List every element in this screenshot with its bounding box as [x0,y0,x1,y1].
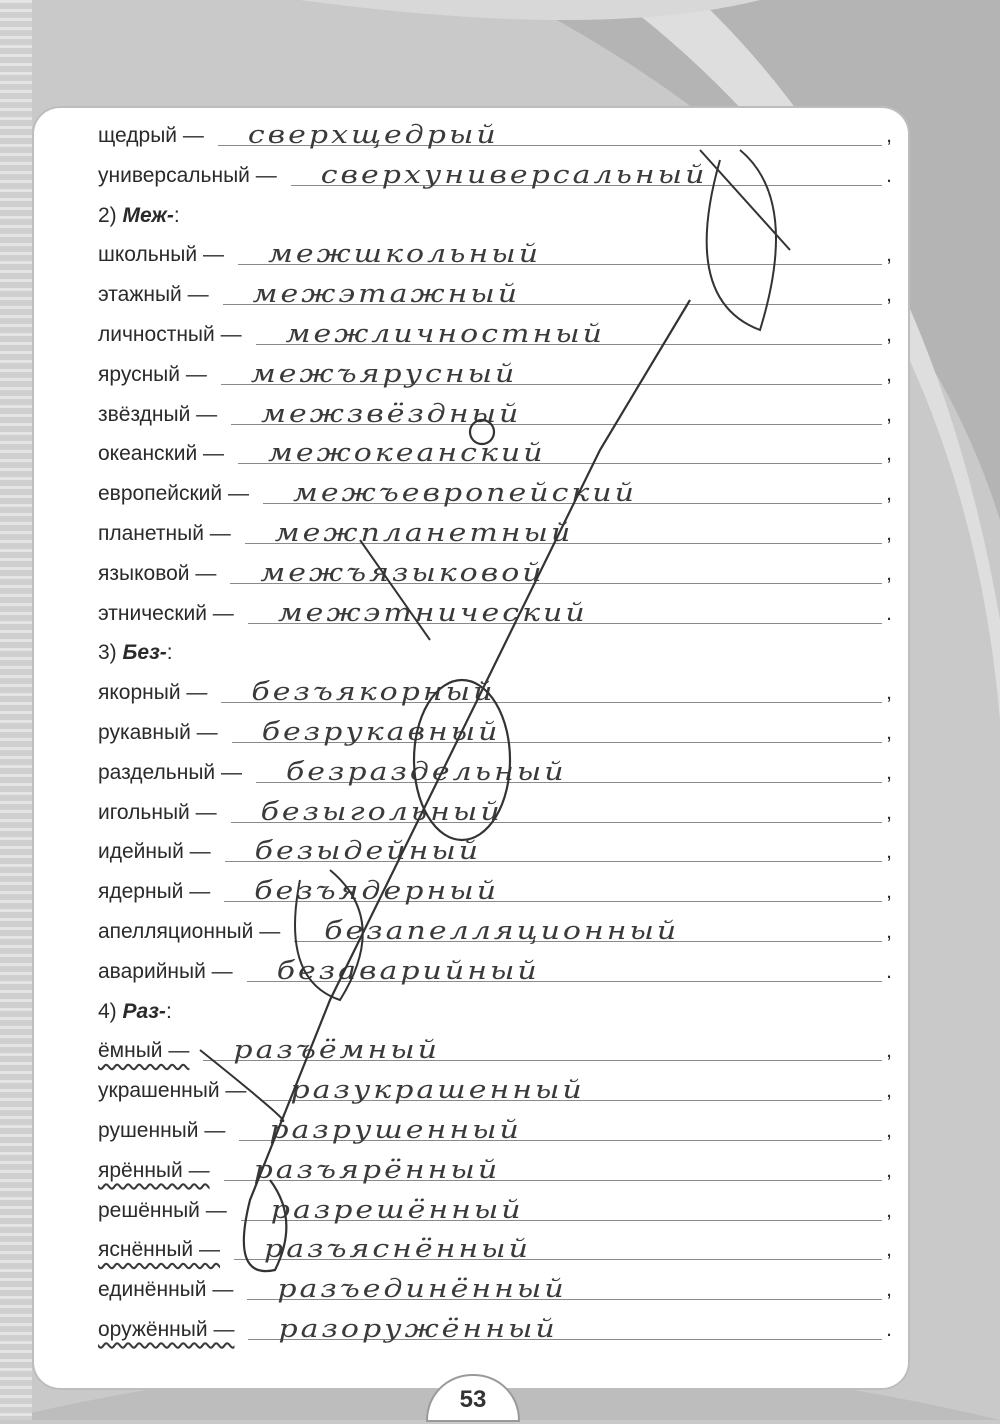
exercise-row [98,556,898,592]
word-label: раздельный — [98,760,242,784]
exercise-row [98,516,898,552]
section-colon: : [165,999,172,1023]
exercise-row [98,874,898,910]
punctuation-mark: , [886,840,892,864]
punctuation-mark: , [886,124,892,147]
exercise-row [98,596,898,632]
word-label: якорный — [98,681,208,705]
punctuation-mark: , [886,1079,892,1103]
handwritten-answer: безапелляционный [324,916,680,946]
handwritten-answer: межэтажный [252,279,521,310]
punctuation-mark: , [886,362,892,386]
word-label: аварийный — [98,959,233,983]
punctuation-mark: . [886,163,892,187]
punctuation-mark: , [886,522,892,545]
exercise-row [98,1113,898,1149]
exercise-row [98,755,898,791]
exercise-row [98,277,898,313]
handwritten-answer: сверхщедрый [247,120,499,150]
word-label: оружённый — [98,1318,235,1341]
punctuation-mark: , [886,721,892,744]
word-label: океанский — [98,442,225,466]
handwritten-answer: разукрашенный [290,1075,585,1106]
handwritten-answer: межпланетный [274,518,574,548]
word-label: игольный — [98,800,217,824]
punctuation-mark: , [886,1158,892,1182]
section-prefix: Раз- [122,999,166,1023]
section-prefix: Без- [122,641,167,665]
exercise-row [98,834,898,870]
word-label: этнический — [98,601,234,625]
word-label: школьный — [98,243,224,267]
exercise-row [98,914,898,950]
section-heading-label [98,641,173,665]
section-prefix: Меж- [122,203,174,227]
exercise-row [98,675,898,711]
handwritten-answer: межшкольный [267,239,542,270]
handwritten-answer: разрешённый [270,1194,524,1225]
section-heading-label [98,204,180,228]
handwritten-answer: межзвёздный [261,398,522,429]
handwritten-answer: безрукавный [261,717,501,747]
word-label: звёздный — [98,402,218,426]
handwritten-answer: межэтнический [277,597,588,628]
handwritten-answer: разъединённый [277,1274,567,1305]
word-label: ярусный — [98,362,207,386]
page-number: 53 [428,1376,518,1420]
word-label: планетный — [98,522,231,545]
punctuation-mark: , [886,880,892,904]
word-label: языковой — [98,561,217,585]
word-label: ядерный — [98,880,211,904]
word-label: рушенный — [98,1119,226,1142]
exercise-row [98,476,898,512]
section-number: 4) [98,999,117,1023]
word-label: единённый — [98,1278,234,1302]
word-label: рукавный — [98,721,218,744]
word-label: яснённый — [98,1238,221,1262]
handwritten-answer: разрушенный [269,1115,522,1145]
punctuation-mark: , [886,800,892,824]
exercise-row [98,1272,898,1308]
punctuation-mark: , [886,442,892,466]
handwritten-answer: безыдейный [254,836,482,867]
section-number: 2) [98,203,117,227]
exercise-row [98,357,898,393]
exercise-row [98,158,898,194]
word-label: личностный — [98,323,242,346]
handwritten-answer: разъярённый [253,1155,501,1185]
handwritten-answer: безыгольный [260,796,503,827]
section-heading-label [98,1000,172,1024]
exercise-row [98,1073,898,1109]
punctuation-mark: , [886,402,892,426]
punctuation-mark: , [886,920,892,943]
handwritten-answer: межличностный [285,319,605,349]
exercise-row [98,397,898,433]
handwritten-answer: разъяснённый [264,1234,531,1265]
exercise-row [98,715,898,751]
section-colon: : [166,641,173,665]
handwritten-answer: межокеанский [268,438,546,469]
exercise-row [98,1033,898,1069]
word-label: украшенный — [98,1079,247,1103]
section-heading [98,994,898,1030]
punctuation-mark: , [886,1238,892,1262]
punctuation-mark: , [886,1278,892,1302]
exercise-row [98,1153,898,1189]
left-stripe-decoration [0,0,32,1420]
exercise-row [98,237,898,273]
handwritten-answer: безраздельный [285,757,567,787]
word-label: европейский — [98,482,249,506]
word-label: этажный — [98,283,209,307]
handwritten-answer: безаварийный [276,956,540,986]
section-colon: : [173,203,180,227]
punctuation-mark: . [886,601,892,625]
word-label: ёмный — [98,1039,190,1063]
handwritten-answer: разоружённый [278,1314,558,1344]
exercise-row [98,1312,898,1348]
punctuation-mark: , [886,243,892,267]
handwritten-answer: безъядерный [254,876,500,907]
section-number: 3) [98,641,117,665]
section-heading [98,198,898,234]
handwritten-answer: разъёмный [233,1035,440,1066]
word-label: универсальный — [98,163,277,187]
exercise-row [98,436,898,472]
exercise-row [98,1232,898,1268]
punctuation-mark: , [886,323,892,346]
punctuation-mark: , [886,482,892,506]
punctuation-mark: , [886,681,892,705]
word-label: апелляционный — [98,920,281,943]
punctuation-mark: , [886,1198,892,1222]
punctuation-mark: , [886,1039,892,1063]
word-label: ярённый — [98,1158,210,1182]
punctuation-mark: , [886,283,892,307]
handwritten-answer: межъязыковой [260,558,545,588]
section-heading [98,635,898,671]
exercise-row [98,1193,898,1229]
exercise-row [98,118,898,154]
word-label: щедрый — [98,124,204,147]
handwritten-answer: безъякорный [251,677,496,708]
handwritten-answer: сверхуниверсальный [320,160,708,190]
exercise-row [98,954,898,990]
punctuation-mark: . [886,1318,892,1341]
handwritten-answer: межъярусный [250,359,518,389]
word-label: решённый — [98,1198,227,1222]
word-label: идейный — [98,840,211,864]
punctuation-mark: , [886,561,892,585]
punctuation-mark: , [886,1119,892,1142]
exercise-row [98,795,898,831]
exercise-row [98,317,898,353]
handwritten-answer: межъевропейский [292,478,637,509]
punctuation-mark: , [886,760,892,784]
punctuation-mark: . [886,959,892,983]
